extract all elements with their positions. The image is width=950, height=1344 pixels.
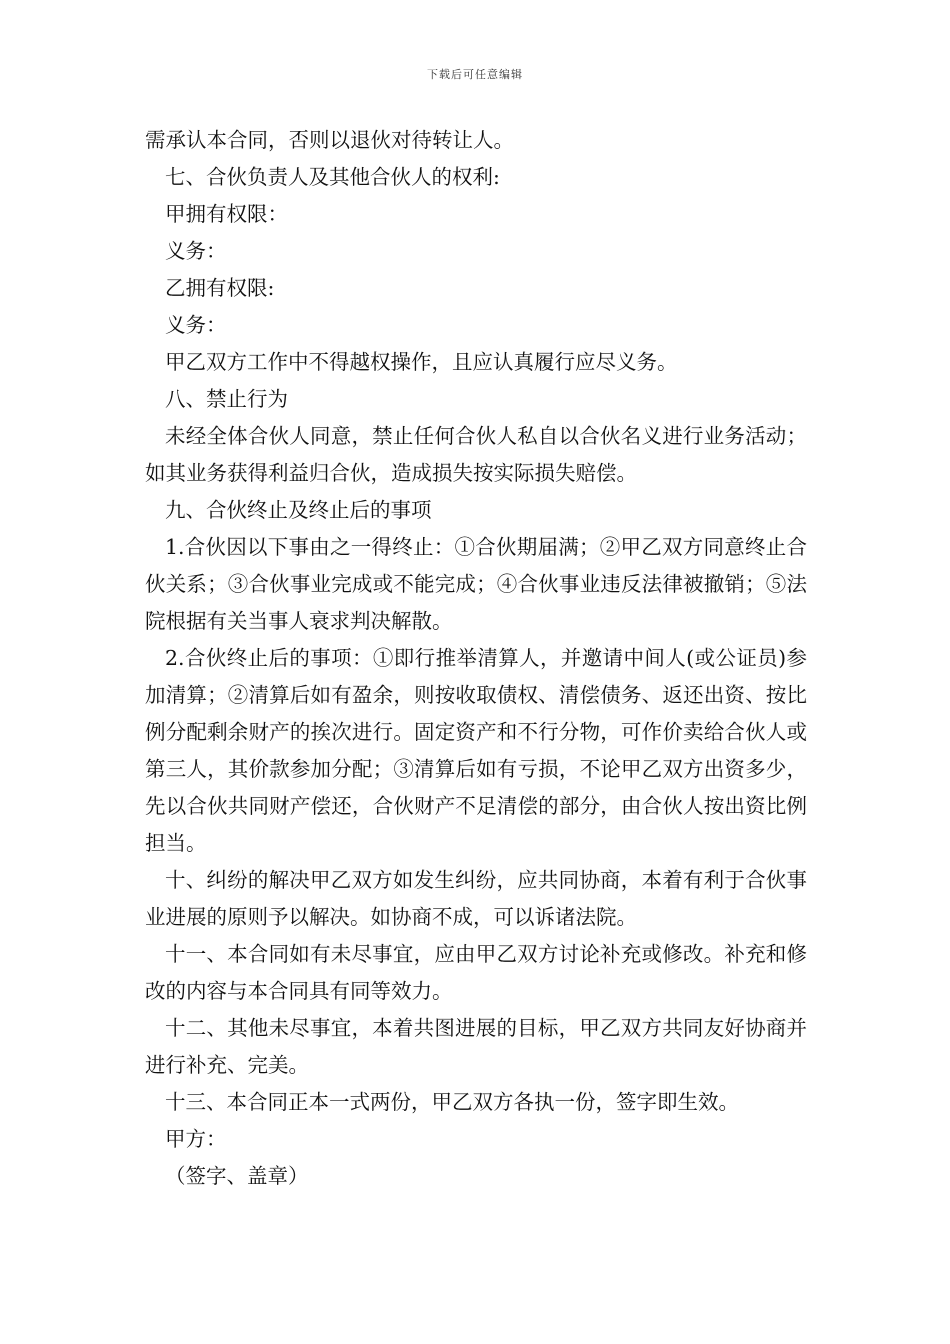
page-header: 下载后可任意编辑	[427, 68, 523, 81]
paragraph: 甲乙双方工作中不得越权操作，且应认真履行应尽义务。	[165, 350, 678, 374]
paragraph: 需承认本合同，否则以退伙对待转让人。	[145, 128, 514, 152]
paragraph: 乙拥有权限:	[165, 276, 275, 300]
paragraph: 十三、本合同正本一式两份，甲乙双方各执一份，签字即生效。	[165, 1090, 739, 1114]
paragraph: 甲方：	[165, 1127, 227, 1151]
paragraph: （签字、盖章）	[165, 1164, 309, 1188]
document-body	[145, 122, 807, 1195]
paragraph: 2.合伙终止后的事项：①即行推举清算人，并邀请中间人(或公证员)参加清算；②清算后如有盈余，则按收取债权、清偿债务、返还出资、按比例分配剩余财产的挨次进行。固定资产和不行分物，可作价卖给合伙人或第三人，其价款参加分配；③清算后如有亏损，不论甲乙双方出资多少，先以合伙共同财产偿还，合伙财产不足清偿的部分，由合伙人按出资比例担当。	[145, 646, 807, 855]
paragraph: 义务：	[165, 239, 227, 263]
paragraph: 十、纠纷的解决甲乙双方如发生纠纷，应共同协商，本着有利于合伙事业进展的原则予以解决。如协商不成，可以诉诸法院。	[145, 868, 807, 929]
paragraph: 十二、其他未尽事宜，本着共图进展的目标，甲乙双方共同友好协商并进行补充、完美。	[145, 1016, 807, 1077]
paragraph: 义务：	[165, 313, 227, 337]
paragraph: 十一、本合同如有未尽事宜，应由甲乙双方讨论补充或修改。补充和修改的内容与本合同具有同等效力。	[145, 942, 807, 1003]
paragraph: 甲拥有权限：	[165, 202, 288, 226]
paragraph: 九、合伙终止及终止后的事项	[165, 498, 432, 522]
paragraph: 未经全体合伙人同意，禁止任何合伙人私自以合伙名义进行业务活动；如其业务获得利益归合伙，造成损失按实际损失赔偿。	[145, 424, 807, 485]
paragraph: 八、禁止行为	[165, 387, 288, 411]
paragraph: 七、合伙负责人及其他合伙人的权利:	[165, 165, 500, 189]
paragraph: 1.合伙因以下事由之一得终止：①合伙期届满；②甲乙双方同意终止合伙关系；③合伙事业完成或不能完成；④合伙事业违反法律被撤销；⑤法院根据有关当事人衰求判决解散。	[145, 535, 807, 633]
